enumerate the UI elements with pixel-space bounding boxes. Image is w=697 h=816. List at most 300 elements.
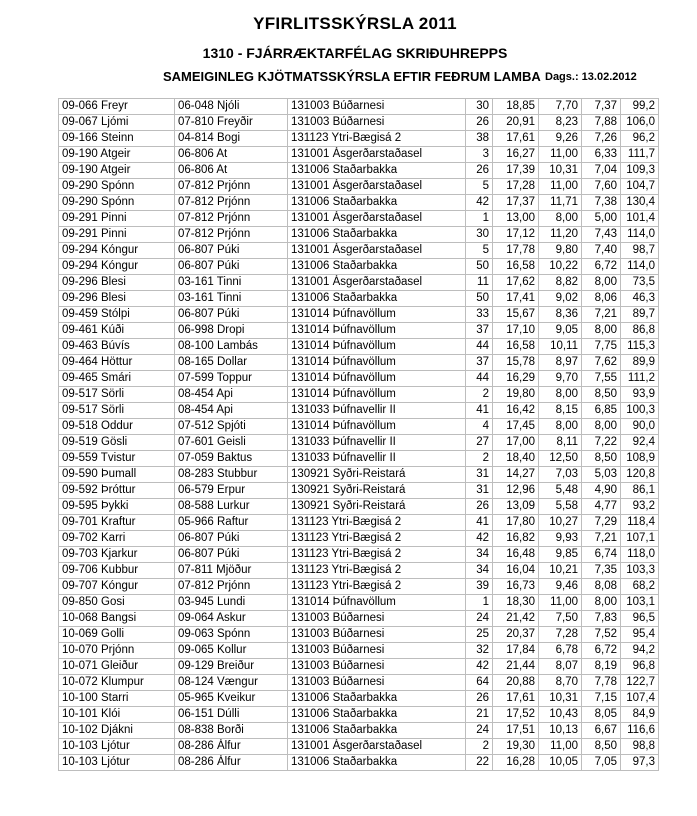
- cell-count: 42: [466, 195, 493, 211]
- cell-fat-score: 8,00: [582, 595, 621, 611]
- table-row: [59, 147, 659, 163]
- cell-fat-score: 6,67: [582, 723, 621, 739]
- cell-index: 98,7: [621, 243, 659, 259]
- cell-grand-sire: 03-161 Tinni: [175, 291, 288, 307]
- cell-carcass-weight: 16,42: [493, 403, 539, 419]
- cell-index: 107,4: [621, 691, 659, 707]
- cell-carcass-weight: 17,61: [493, 691, 539, 707]
- cell-index: 103,3: [621, 563, 659, 579]
- cell-lamb-sire: 09-291 Pinni: [59, 211, 175, 227]
- cell-fat-score: 7,05: [582, 755, 621, 771]
- cell-lamb-sire: 09-294 Kóngur: [59, 243, 175, 259]
- cell-grand-sire: 06-151 Dúlli: [175, 707, 288, 723]
- cell-count: 44: [466, 339, 493, 355]
- cell-grand-sire: 08-165 Dollar: [175, 355, 288, 371]
- cell-grand-sire: 09-064 Askur: [175, 611, 288, 627]
- cell-conformation: 10,21: [539, 563, 582, 579]
- cell-count: 5: [466, 179, 493, 195]
- cell-grand-sire: 06-806 At: [175, 163, 288, 179]
- cell-lamb-sire: 10-072 Klumpur: [59, 675, 175, 691]
- cell-fat-score: 8,00: [582, 275, 621, 291]
- cell-farm: 130921 Syðri-Reistará: [288, 467, 466, 483]
- cell-conformation: 8,07: [539, 659, 582, 675]
- table-row: [59, 579, 659, 595]
- cell-farm: 131123 Ytri-Bægisá 2: [288, 563, 466, 579]
- cell-lamb-sire: 09-707 Kóngur: [59, 579, 175, 595]
- cell-carcass-weight: 18,30: [493, 595, 539, 611]
- cell-count: 34: [466, 563, 493, 579]
- cell-fat-score: 7,83: [582, 611, 621, 627]
- cell-count: 22: [466, 755, 493, 771]
- cell-index: 118,0: [621, 547, 659, 563]
- report-subtitle: 1310 - FJÁRRÆKTARFÉLAG SKRIÐUHREPPS: [202, 45, 508, 61]
- cell-farm: 131003 Búðarnesi: [288, 643, 466, 659]
- cell-lamb-sire: 10-070 Prjónn: [59, 643, 175, 659]
- table-row: [59, 451, 659, 467]
- cell-lamb-sire: 09-291 Pinni: [59, 227, 175, 243]
- cell-index: 114,0: [621, 227, 659, 243]
- cell-index: 46,3: [621, 291, 659, 307]
- cell-farm: 131003 Búðarnesi: [288, 611, 466, 627]
- cell-carcass-weight: 13,00: [493, 211, 539, 227]
- cell-conformation: 8,23: [539, 115, 582, 131]
- cell-lamb-sire: 09-703 Kjarkur: [59, 547, 175, 563]
- table-row: [59, 723, 659, 739]
- table-row: [59, 531, 659, 547]
- cell-carcass-weight: 16,58: [493, 259, 539, 275]
- cell-index: 89,9: [621, 355, 659, 371]
- cell-farm: 131014 Þúfnavöllum: [288, 323, 466, 339]
- cell-farm: 131014 Þúfnavöllum: [288, 339, 466, 355]
- cell-carcass-weight: 16,29: [493, 371, 539, 387]
- cell-conformation: 10,05: [539, 755, 582, 771]
- cell-conformation: 9,85: [539, 547, 582, 563]
- cell-lamb-sire: 09-519 Gösli: [59, 435, 175, 451]
- cell-grand-sire: 07-810 Freyðir: [175, 115, 288, 131]
- cell-carcass-weight: 16,73: [493, 579, 539, 595]
- table-row: [59, 563, 659, 579]
- cell-lamb-sire: 10-103 Ljótur: [59, 755, 175, 771]
- cell-fat-score: 6,72: [582, 259, 621, 275]
- cell-index: 107,1: [621, 531, 659, 547]
- cell-grand-sire: 07-812 Prjónn: [175, 227, 288, 243]
- report-date: Dags.: 13.02.2012: [545, 71, 637, 83]
- cell-fat-score: 6,72: [582, 643, 621, 659]
- cell-conformation: 8,82: [539, 275, 582, 291]
- cell-count: 34: [466, 547, 493, 563]
- cell-lamb-sire: 09-294 Kóngur: [59, 259, 175, 275]
- table-row: [59, 403, 659, 419]
- cell-conformation: 11,20: [539, 227, 582, 243]
- cell-index: 100,3: [621, 403, 659, 419]
- cell-grand-sire: 07-812 Prjónn: [175, 195, 288, 211]
- cell-farm: 131006 Staðarbakka: [288, 291, 466, 307]
- table-row: [59, 627, 659, 643]
- table-row: [59, 163, 659, 179]
- cell-farm: 131006 Staðarbakka: [288, 227, 466, 243]
- table-row: [59, 467, 659, 483]
- cell-conformation: 9,70: [539, 371, 582, 387]
- cell-count: 30: [466, 99, 493, 115]
- cell-index: 99,2: [621, 99, 659, 115]
- cell-carcass-weight: 16,27: [493, 147, 539, 163]
- cell-count: 50: [466, 259, 493, 275]
- cell-fat-score: 7,38: [582, 195, 621, 211]
- cell-grand-sire: 08-838 Borði: [175, 723, 288, 739]
- cell-grand-sire: 09-129 Breiður: [175, 659, 288, 675]
- cell-farm: 130921 Syðri-Reistará: [288, 499, 466, 515]
- cell-carcass-weight: 12,96: [493, 483, 539, 499]
- table-row: [59, 227, 659, 243]
- cell-lamb-sire: 10-068 Bangsi: [59, 611, 175, 627]
- cell-lamb-sire: 09-465 Smári: [59, 371, 175, 387]
- cell-grand-sire: 05-965 Kveikur: [175, 691, 288, 707]
- cell-lamb-sire: 09-517 Sörli: [59, 403, 175, 419]
- cell-fat-score: 7,15: [582, 691, 621, 707]
- cell-grand-sire: 08-100 Lambás: [175, 339, 288, 355]
- cell-grand-sire: 08-124 Vængur: [175, 675, 288, 691]
- cell-lamb-sire: 09-459 Stólpi: [59, 307, 175, 323]
- cell-count: 5: [466, 243, 493, 259]
- cell-conformation: 10,11: [539, 339, 582, 355]
- cell-index: 111,7: [621, 147, 659, 163]
- cell-count: 27: [466, 435, 493, 451]
- cell-fat-score: 7,37: [582, 99, 621, 115]
- cell-conformation: 8,70: [539, 675, 582, 691]
- table-row: [59, 675, 659, 691]
- cell-carcass-weight: 17,78: [493, 243, 539, 259]
- cell-conformation: 8,00: [539, 211, 582, 227]
- cell-lamb-sire: 09-296 Blesi: [59, 291, 175, 307]
- table-row: [59, 499, 659, 515]
- cell-count: 24: [466, 723, 493, 739]
- cell-index: 103,1: [621, 595, 659, 611]
- cell-conformation: 7,03: [539, 467, 582, 483]
- cell-grand-sire: 07-812 Prjónn: [175, 579, 288, 595]
- cell-lamb-sire: 09-190 Atgeir: [59, 147, 175, 163]
- cell-index: 73,5: [621, 275, 659, 291]
- cell-fat-score: 8,19: [582, 659, 621, 675]
- cell-conformation: 12,50: [539, 451, 582, 467]
- cell-carcass-weight: 17,52: [493, 707, 539, 723]
- cell-carcass-weight: 17,84: [493, 643, 539, 659]
- sire-meat-grading-table: [58, 98, 659, 771]
- cell-lamb-sire: 09-590 Þumall: [59, 467, 175, 483]
- table-row: [59, 291, 659, 307]
- cell-fat-score: 6,74: [582, 547, 621, 563]
- cell-grand-sire: 07-059 Baktus: [175, 451, 288, 467]
- cell-carcass-weight: 20,37: [493, 627, 539, 643]
- cell-index: 109,3: [621, 163, 659, 179]
- cell-lamb-sire: 10-102 Djákni: [59, 723, 175, 739]
- cell-farm: 131006 Staðarbakka: [288, 707, 466, 723]
- cell-lamb-sire: 09-067 Ljómi: [59, 115, 175, 131]
- cell-fat-score: 7,75: [582, 339, 621, 355]
- cell-count: 42: [466, 659, 493, 675]
- cell-index: 96,5: [621, 611, 659, 627]
- cell-lamb-sire: 10-071 Gleiður: [59, 659, 175, 675]
- cell-lamb-sire: 09-290 Spónn: [59, 179, 175, 195]
- cell-count: 31: [466, 467, 493, 483]
- cell-carcass-weight: 19,30: [493, 739, 539, 755]
- cell-lamb-sire: 09-463 Búvís: [59, 339, 175, 355]
- cell-lamb-sire: 09-166 Steinn: [59, 131, 175, 147]
- table-row: [59, 131, 659, 147]
- cell-index: 116,6: [621, 723, 659, 739]
- cell-fat-score: 8,00: [582, 419, 621, 435]
- cell-lamb-sire: 09-296 Blesi: [59, 275, 175, 291]
- table-row: [59, 275, 659, 291]
- cell-conformation: 8,97: [539, 355, 582, 371]
- cell-carcass-weight: 17,28: [493, 179, 539, 195]
- cell-index: 96,8: [621, 659, 659, 675]
- cell-grand-sire: 09-065 Kollur: [175, 643, 288, 659]
- cell-fat-score: 7,78: [582, 675, 621, 691]
- cell-farm: 131003 Búðarnesi: [288, 659, 466, 675]
- cell-carcass-weight: 16,82: [493, 531, 539, 547]
- table-row: [59, 515, 659, 531]
- cell-grand-sire: 06-998 Dropi: [175, 323, 288, 339]
- cell-farm: 131003 Búðarnesi: [288, 115, 466, 131]
- cell-lamb-sire: 09-518 Oddur: [59, 419, 175, 435]
- cell-index: 97,3: [621, 755, 659, 771]
- cell-carcass-weight: 20,88: [493, 675, 539, 691]
- cell-conformation: 8,36: [539, 307, 582, 323]
- cell-carcass-weight: 17,41: [493, 291, 539, 307]
- cell-conformation: 8,15: [539, 403, 582, 419]
- cell-fat-score: 7,43: [582, 227, 621, 243]
- table-row: [59, 115, 659, 131]
- table-row: [59, 707, 659, 723]
- cell-conformation: 9,46: [539, 579, 582, 595]
- cell-fat-score: 7,21: [582, 531, 621, 547]
- cell-conformation: 9,05: [539, 323, 582, 339]
- cell-fat-score: 7,55: [582, 371, 621, 387]
- cell-conformation: 7,50: [539, 611, 582, 627]
- cell-farm: 131033 Þúfnavellir II: [288, 451, 466, 467]
- cell-lamb-sire: 10-103 Ljótur: [59, 739, 175, 755]
- cell-fat-score: 7,88: [582, 115, 621, 131]
- cell-conformation: 10,31: [539, 163, 582, 179]
- cell-farm: 131001 Ásgerðarstaðasel: [288, 275, 466, 291]
- cell-grand-sire: 07-812 Prjónn: [175, 179, 288, 195]
- cell-index: 108,9: [621, 451, 659, 467]
- table-row: [59, 595, 659, 611]
- table-row: [59, 547, 659, 563]
- cell-conformation: 8,00: [539, 387, 582, 403]
- cell-fat-score: 8,08: [582, 579, 621, 595]
- cell-index: 93,2: [621, 499, 659, 515]
- cell-carcass-weight: 15,78: [493, 355, 539, 371]
- cell-conformation: 11,00: [539, 147, 582, 163]
- cell-count: 3: [466, 147, 493, 163]
- cell-conformation: 8,00: [539, 419, 582, 435]
- cell-fat-score: 7,04: [582, 163, 621, 179]
- cell-farm: 131001 Ásgerðarstaðasel: [288, 211, 466, 227]
- cell-farm: 131014 Þúfnavöllum: [288, 387, 466, 403]
- cell-conformation: 7,70: [539, 99, 582, 115]
- cell-carcass-weight: 17,51: [493, 723, 539, 739]
- cell-count: 2: [466, 739, 493, 755]
- cell-count: 39: [466, 579, 493, 595]
- cell-count: 26: [466, 691, 493, 707]
- table-row: [59, 611, 659, 627]
- cell-carcass-weight: 15,67: [493, 307, 539, 323]
- cell-lamb-sire: 09-461 Kúði: [59, 323, 175, 339]
- cell-farm: 131001 Ásgerðarstaðasel: [288, 147, 466, 163]
- cell-grand-sire: 06-807 Púki: [175, 547, 288, 563]
- cell-grand-sire: 06-807 Púki: [175, 531, 288, 547]
- cell-grand-sire: 07-601 Geisli: [175, 435, 288, 451]
- cell-grand-sire: 03-945 Lundi: [175, 595, 288, 611]
- cell-count: 1: [466, 211, 493, 227]
- cell-farm: 131001 Ásgerðarstaðasel: [288, 739, 466, 755]
- cell-count: 41: [466, 403, 493, 419]
- table-row: [59, 387, 659, 403]
- cell-index: 86,8: [621, 323, 659, 339]
- cell-farm: 131003 Búðarnesi: [288, 627, 466, 643]
- cell-farm: 131006 Staðarbakka: [288, 195, 466, 211]
- cell-index: 120,8: [621, 467, 659, 483]
- table-row: [59, 435, 659, 451]
- cell-index: 98,8: [621, 739, 659, 755]
- cell-count: 32: [466, 643, 493, 659]
- cell-farm: 131014 Þúfnavöllum: [288, 355, 466, 371]
- cell-carcass-weight: 17,62: [493, 275, 539, 291]
- cell-conformation: 11,00: [539, 739, 582, 755]
- cell-farm: 131123 Ytri-Bægisá 2: [288, 131, 466, 147]
- table-row: [59, 659, 659, 675]
- cell-lamb-sire: 09-559 Tvistur: [59, 451, 175, 467]
- cell-farm: 131014 Þúfnavöllum: [288, 419, 466, 435]
- table-row: [59, 691, 659, 707]
- cell-fat-score: 7,35: [582, 563, 621, 579]
- cell-grand-sire: 06-579 Erpur: [175, 483, 288, 499]
- table-row: [59, 355, 659, 371]
- cell-count: 26: [466, 499, 493, 515]
- cell-fat-score: 8,05: [582, 707, 621, 723]
- cell-conformation: 9,02: [539, 291, 582, 307]
- cell-lamb-sire: 09-706 Kubbur: [59, 563, 175, 579]
- cell-carcass-weight: 18,40: [493, 451, 539, 467]
- cell-carcass-weight: 18,85: [493, 99, 539, 115]
- cell-farm: 131006 Staðarbakka: [288, 691, 466, 707]
- cell-grand-sire: 06-807 Púki: [175, 307, 288, 323]
- cell-fat-score: 7,21: [582, 307, 621, 323]
- cell-lamb-sire: 09-464 Höttur: [59, 355, 175, 371]
- cell-fat-score: 7,40: [582, 243, 621, 259]
- cell-count: 38: [466, 131, 493, 147]
- cell-index: 68,2: [621, 579, 659, 595]
- cell-grand-sire: 07-599 Toppur: [175, 371, 288, 387]
- cell-index: 90,0: [621, 419, 659, 435]
- cell-conformation: 11,71: [539, 195, 582, 211]
- table-body: [59, 99, 659, 771]
- cell-fat-score: 5,00: [582, 211, 621, 227]
- cell-index: 86,1: [621, 483, 659, 499]
- table-row: [59, 371, 659, 387]
- cell-conformation: 10,13: [539, 723, 582, 739]
- cell-conformation: 11,00: [539, 179, 582, 195]
- cell-count: 41: [466, 515, 493, 531]
- cell-index: 84,9: [621, 707, 659, 723]
- cell-grand-sire: 07-811 Mjöður: [175, 563, 288, 579]
- cell-lamb-sire: 09-592 Þróttur: [59, 483, 175, 499]
- cell-carcass-weight: 16,48: [493, 547, 539, 563]
- table-row: [59, 339, 659, 355]
- report-title: YFIRLITSSKÝRSLA 2011: [253, 14, 457, 33]
- cell-grand-sire: 08-286 Álfur: [175, 739, 288, 755]
- cell-carcass-weight: 17,37: [493, 195, 539, 211]
- cell-carcass-weight: 19,80: [493, 387, 539, 403]
- cell-conformation: 10,31: [539, 691, 582, 707]
- cell-grand-sire: 05-966 Raftur: [175, 515, 288, 531]
- cell-fat-score: 7,62: [582, 355, 621, 371]
- cell-index: 114,0: [621, 259, 659, 275]
- cell-grand-sire: 08-454 Api: [175, 403, 288, 419]
- cell-fat-score: 8,50: [582, 451, 621, 467]
- cell-index: 89,7: [621, 307, 659, 323]
- cell-conformation: 9,93: [539, 531, 582, 547]
- cell-farm: 131001 Ásgerðarstaðasel: [288, 243, 466, 259]
- cell-fat-score: 6,85: [582, 403, 621, 419]
- cell-count: 30: [466, 227, 493, 243]
- cell-conformation: 7,28: [539, 627, 582, 643]
- cell-lamb-sire: 10-069 Golli: [59, 627, 175, 643]
- cell-grand-sire: 08-454 Api: [175, 387, 288, 403]
- cell-fat-score: 4,90: [582, 483, 621, 499]
- cell-lamb-sire: 10-101 Klói: [59, 707, 175, 723]
- cell-carcass-weight: 20,91: [493, 115, 539, 131]
- cell-carcass-weight: 16,58: [493, 339, 539, 355]
- cell-index: 96,2: [621, 131, 659, 147]
- cell-lamb-sire: 10-100 Starri: [59, 691, 175, 707]
- cell-carcass-weight: 17,80: [493, 515, 539, 531]
- cell-grand-sire: 07-512 Spjóti: [175, 419, 288, 435]
- cell-farm: 131006 Staðarbakka: [288, 163, 466, 179]
- cell-fat-score: 8,00: [582, 323, 621, 339]
- cell-fat-score: 5,03: [582, 467, 621, 483]
- table-row: [59, 483, 659, 499]
- table-row: [59, 259, 659, 275]
- cell-fat-score: 6,33: [582, 147, 621, 163]
- cell-count: 37: [466, 355, 493, 371]
- cell-count: 31: [466, 483, 493, 499]
- cell-count: 4: [466, 419, 493, 435]
- cell-carcass-weight: 21,42: [493, 611, 539, 627]
- cell-count: 2: [466, 387, 493, 403]
- cell-farm: 131001 Ásgerðarstaðasel: [288, 179, 466, 195]
- cell-grand-sire: 06-807 Púki: [175, 259, 288, 275]
- table-row: [59, 179, 659, 195]
- cell-fat-score: 7,29: [582, 515, 621, 531]
- cell-fat-score: 8,50: [582, 387, 621, 403]
- cell-conformation: 9,26: [539, 131, 582, 147]
- cell-grand-sire: 04-814 Bogi: [175, 131, 288, 147]
- cell-farm: 131003 Búðarnesi: [288, 99, 466, 115]
- cell-grand-sire: 06-807 Púki: [175, 243, 288, 259]
- cell-carcass-weight: 17,10: [493, 323, 539, 339]
- cell-conformation: 10,22: [539, 259, 582, 275]
- cell-carcass-weight: 14,27: [493, 467, 539, 483]
- table-row: [59, 643, 659, 659]
- cell-carcass-weight: 21,44: [493, 659, 539, 675]
- cell-conformation: 5,58: [539, 499, 582, 515]
- cell-count: 50: [466, 291, 493, 307]
- table-row: [59, 243, 659, 259]
- cell-count: 24: [466, 611, 493, 627]
- cell-farm: 131006 Staðarbakka: [288, 723, 466, 739]
